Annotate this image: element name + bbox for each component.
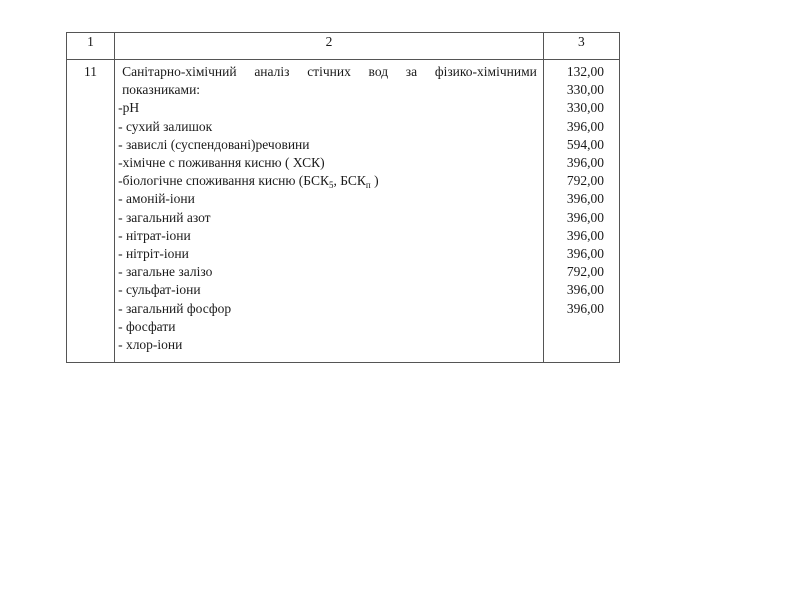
list-item-total-phosphorus: - загальний фосфор <box>118 300 232 316</box>
header-col-2: 2 <box>115 33 544 60</box>
value-item: 792,00 <box>566 173 604 189</box>
value-item: 330,00 <box>566 100 604 116</box>
list-item-total-iron: - загальне залізо <box>118 264 213 280</box>
header-col-1: 1 <box>67 33 115 60</box>
value-item: 396,00 <box>566 282 604 298</box>
value-item: 594,00 <box>566 136 604 152</box>
value-item: 330,00 <box>566 82 604 98</box>
value-item: 396,00 <box>566 191 604 207</box>
list-item-suspended-solids: - завислі (суспендовані)речовини <box>118 136 310 152</box>
list-item-ammonium: - амоній-іони <box>118 191 195 207</box>
row-title-line-2: показниками: <box>122 82 201 98</box>
bod-subscript-p: п <box>365 180 371 191</box>
value-item: 396,00 <box>566 300 604 316</box>
list-item-sulfate: - сульфат-іони <box>118 282 201 298</box>
list-item-bod <box>118 172 537 190</box>
value-item: 396,00 <box>566 227 604 243</box>
value-item: 396,00 <box>566 118 604 134</box>
list-item-dry-residue: - сухий залишок <box>118 118 213 134</box>
value-item: 396,00 <box>566 209 604 225</box>
row-values <box>543 60 619 363</box>
bod-end: ) <box>370 173 379 189</box>
list-item-phosphates: - фосфати <box>118 318 176 334</box>
list-item-chloride: - хлор-іони <box>118 337 183 353</box>
row-number: 11 <box>67 60 115 363</box>
table-header-row <box>67 33 620 60</box>
list-item-total-nitrogen: - загальний азот <box>118 209 211 225</box>
list-item-nitrite: - нітріт-іони <box>118 246 189 262</box>
list-item-cod: -хімічне с поживання кисню ( ХСК) <box>118 155 325 171</box>
value-item: 132,00 <box>566 64 604 79</box>
row-title-line-1: Санітарно-хімічний аналіз стічних вод за фізико-хімічними <box>122 64 537 79</box>
table-row <box>67 60 620 363</box>
bod-subscript-5: 5 <box>328 180 334 191</box>
value-item: 792,00 <box>566 264 604 280</box>
list-item-ph: -рН <box>118 100 140 116</box>
bod-label: -біологічне споживання кисню (БСК <box>118 173 329 189</box>
value-item: 396,00 <box>566 155 604 171</box>
list-item-nitrate: - нітрат-іони <box>118 227 191 243</box>
row-description <box>115 60 544 363</box>
header-col-3: 3 <box>543 33 619 60</box>
analysis-table <box>66 32 620 363</box>
bod-middle: , БСК <box>333 173 366 189</box>
value-item: 396,00 <box>566 246 604 262</box>
